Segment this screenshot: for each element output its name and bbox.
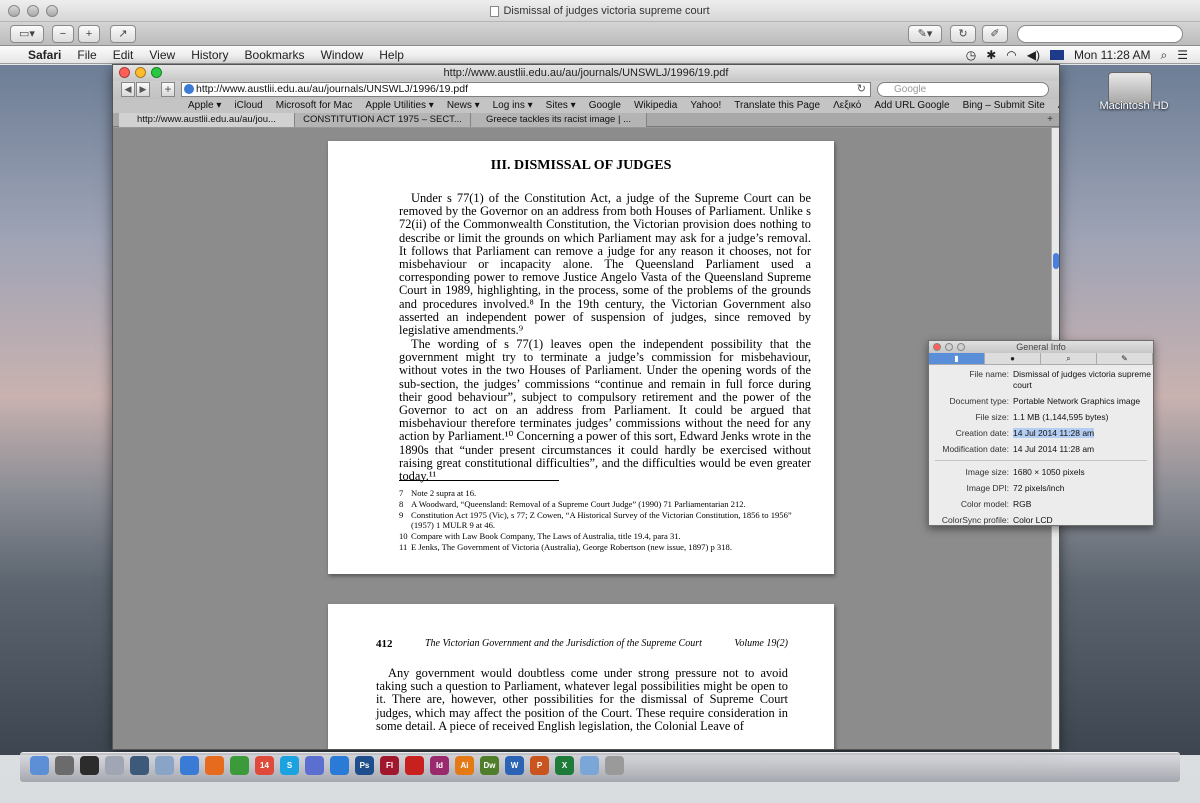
bookmark-item[interactable]: Yahoo! (690, 100, 722, 111)
bookmark-item[interactable]: iCloud (234, 100, 263, 111)
chrome-icon[interactable] (230, 756, 249, 775)
info-separator (935, 460, 1147, 461)
flag-icon[interactable] (1050, 50, 1064, 60)
footnote-text: E Jenks, The Government of Victoria (Australia), George Robertson (new issue, 1897) p 318. (411, 541, 732, 552)
hard-drive-label[interactable]: Macintosh HD (1099, 100, 1169, 112)
info-rows (929, 369, 1153, 531)
menu-edit[interactable]: Edit (112, 48, 134, 62)
rotate-button[interactable]: ↻ (950, 25, 976, 43)
firefox-icon[interactable] (205, 756, 224, 775)
menu-window[interactable]: Window (320, 48, 364, 62)
bookmark-item[interactable]: Log ins ▾ (492, 100, 533, 111)
info-row (929, 515, 1153, 526)
info-value: Portable Network Graphics image (1013, 396, 1141, 406)
info-row (929, 412, 1153, 423)
preview-title-bar (0, 0, 1200, 22)
app-store-icon[interactable] (330, 756, 349, 775)
bookmark-item[interactable]: Wikipedia (633, 100, 678, 111)
pdf-viewer[interactable] (113, 128, 1053, 750)
address-text[interactable]: http://www.austlii.edu.au/au/journals/UNSWLJ/1996/19.pdf (196, 83, 468, 95)
footnotes (399, 488, 811, 553)
bookmark-item[interactable]: Λεξικό (833, 100, 862, 111)
address-toolbar (113, 81, 1059, 99)
photoshop-icon[interactable]: Ps (355, 756, 374, 775)
tab-austlii[interactable]: http://www.austlii.edu.au/au/jou... (119, 113, 295, 127)
footnote-text: A Woodward, “Queensland: Removal of a Supreme Court Judge” (1990) 71 Parliamentarian 212. (411, 498, 746, 509)
info-key: Modification date: (942, 444, 1009, 454)
photo-icon[interactable] (55, 756, 74, 775)
bookmark-item[interactable]: Google (588, 100, 621, 111)
notification-icon[interactable]: ☰ (1177, 48, 1188, 62)
footnote-number: 10 (399, 531, 408, 542)
footnote-number: 9 (399, 509, 404, 520)
info-value: 1680 × 1050 pixels (1013, 467, 1085, 477)
section-heading: III. DISMISSAL OF JUDGES (490, 158, 672, 173)
preview-window-controls[interactable] (8, 5, 58, 17)
zoom-button[interactable] (46, 5, 58, 17)
document-icon (490, 6, 499, 17)
bluetooth-icon[interactable]: ✱ (986, 48, 997, 62)
wifi-icon[interactable]: ◠ (1006, 48, 1017, 62)
zoom-button[interactable] (151, 67, 162, 78)
footnote-text: Constitution Act 1975 (Vic), s 77; Z Cowen, “A Historical Survey of the Victorian Constitution, 1856 to 1956” (1957) 1 MULR 9 at 46. (411, 509, 792, 531)
edit-button[interactable]: ✐ (982, 25, 1008, 43)
safari-window-controls[interactable] (119, 67, 162, 78)
info-row (929, 396, 1153, 407)
google-search-input[interactable]: Google (877, 82, 1049, 97)
info-value-selected[interactable]: 14 Jul 2014 11:28 am (1013, 428, 1095, 438)
preview-window-title: Dismissal of judges victoria supreme court (503, 5, 710, 17)
paragraph: The wording of s 77(1) leaves open the independent possibility that the government might try to terminate a judge’s commission for misbehaviour, without votes in the two Houses of Parliament. Under the opening words of the sub-section, the judges’ commissions “continue and remain in full force during their good behaviour”, subject to compulsory retirement and the power of the Governor to act on an address from Parliament. It could be argued that misbehaviour therefore terminates judges’ commissions without the need for any action by Parliament.¹⁰ Concerning a power of this sort, Edward Jenks wrote in the 1890s that “under present circumstances it could hardly be exercised without raising great constitutional difficulties”, and the difficulties would be even greater today.¹¹ (399, 337, 811, 484)
running-title: The Victorian Government and the Jurisdiction of the Supreme Court (424, 638, 702, 649)
reload-icon[interactable]: ↻ (856, 83, 866, 95)
footnote (399, 510, 811, 532)
info-key: File size: (975, 412, 1009, 422)
forward-button[interactable]: ▶ (136, 82, 150, 97)
bookmark-item[interactable]: News ▾ (446, 100, 480, 111)
tab-bar (113, 113, 1059, 127)
info-value: 72 pixels/inch (1013, 483, 1065, 493)
back-button[interactable]: ◀ (121, 82, 135, 97)
bookmark-item[interactable]: Apple Utilities ▾ (365, 100, 434, 111)
info-key: Color model: (960, 499, 1009, 509)
footnote-number: 11 (399, 541, 408, 552)
menu-extras (966, 46, 1188, 64)
zoom-out-button[interactable]: − (52, 25, 74, 43)
clock-text[interactable]: Mon 11:28 AM (1074, 48, 1151, 62)
bookmark-item[interactable]: Sites ▾ (545, 100, 576, 111)
info-value: 1.1 MB (1,144,595 bytes) (1013, 412, 1109, 422)
bookmarks-bar (113, 99, 1059, 113)
info-value: RGB (1013, 499, 1032, 509)
itunes-icon[interactable] (305, 756, 324, 775)
footnote (399, 542, 811, 553)
menu-history[interactable]: History (191, 48, 229, 62)
dashboard-icon[interactable] (80, 756, 99, 775)
menu-help[interactable]: Help (379, 48, 404, 62)
zoom-button[interactable] (957, 343, 965, 351)
footnote-number: 7 (399, 488, 404, 498)
footnote-number: 8 (399, 498, 404, 509)
dreamweaver-icon[interactable]: Dw (480, 756, 499, 775)
dock (20, 752, 1180, 782)
volume-icon[interactable]: ◀) (1026, 48, 1040, 62)
trash-icon[interactable] (605, 756, 624, 775)
tab-constitution-act[interactable]: CONSTITUTION ACT 1975 – SECT... (295, 113, 471, 127)
footnote (399, 499, 811, 510)
info-row (929, 483, 1153, 494)
info-key: Creation date: (955, 428, 1009, 438)
info-tabs (929, 353, 1153, 365)
close-button[interactable] (8, 5, 20, 17)
footnote (399, 488, 811, 499)
folder-icon[interactable] (580, 756, 599, 775)
safari-window (112, 64, 1060, 750)
volume-label: Volume 19(2) (734, 638, 788, 649)
bookmark-item[interactable]: Apple ▾ (188, 100, 222, 111)
spotlight-icon[interactable]: ⌕ (1160, 48, 1168, 62)
dock-icons (30, 756, 624, 775)
paragraph: Under s 77(1) of the Constitution Act, a judge of the Supreme Court can be removed by the Governor on an address from both Houses of Parliament. Unlike s 72(ii) of the Commonwealth Constitution, the Victorian provision does nothing to describe or limit the grounds on which Parliament may ask for a judge’s removal. It follows that Parliament can remove a judge for any reason it chooses, not for misbehaviour or incapacity alone. The Queensland Parliament used a corresponding power to remove Justice Angelo Vasta of the Queensland Supreme Court in 1989, highlighting, in the process, some of the problems of the grounds and procedures involved.⁸ In the 19th century, the Victorian Government also asserted an independent power of suspension of judges, since removed by legislative amendments.⁹ (399, 191, 811, 338)
running-header (376, 638, 788, 650)
footnote-text: Compare with Law Book Company, The Laws of Australia, title 19.4, para 31. (411, 531, 681, 542)
globe-icon (184, 84, 194, 94)
footnote (399, 531, 811, 542)
general-info-panel (928, 340, 1154, 526)
page-number: 412 (376, 638, 393, 650)
info-row (929, 499, 1153, 510)
menu-bookmarks[interactable]: Bookmarks (244, 48, 305, 62)
info-row (929, 428, 1153, 439)
more-info-tab-icon[interactable]: ● (985, 353, 1041, 364)
info-key: ColorSync profile: (941, 515, 1009, 525)
menu-view[interactable]: View (149, 48, 176, 62)
finder-icon[interactable] (30, 756, 49, 775)
annotate-button[interactable]: ✎▾ (908, 25, 942, 43)
info-row (929, 444, 1153, 455)
indesign-icon[interactable]: Id (430, 756, 449, 775)
address-bar[interactable] (181, 82, 871, 97)
bookmark-item[interactable] (1058, 99, 1059, 113)
menu-safari[interactable]: Safari (28, 48, 62, 62)
share-button[interactable]: ↗ (110, 25, 136, 43)
new-tab-button[interactable]: + (1047, 114, 1053, 125)
info-key: Image size: (965, 467, 1009, 477)
annotations-tab-icon[interactable]: ✎ (1097, 353, 1153, 364)
mail-icon[interactable] (155, 756, 174, 775)
time-machine-icon[interactable] (130, 756, 149, 775)
close-button[interactable] (119, 67, 130, 78)
info-key: Image DPI: (966, 483, 1009, 493)
info-key: File name: (969, 369, 1009, 379)
minimize-button[interactable] (135, 67, 146, 78)
info-row (929, 369, 1153, 391)
pdf-page (328, 141, 834, 574)
footnote-divider (399, 480, 559, 481)
footnote-text: Note 2 supra at 16. (411, 488, 477, 498)
menu-file[interactable]: File (77, 48, 97, 62)
add-bookmark-button[interactable]: + (161, 82, 175, 97)
info-value: 14 Jul 2014 11:28 am (1013, 444, 1095, 454)
menu-items (28, 46, 404, 64)
word-icon[interactable]: W (505, 756, 524, 775)
preview-icon[interactable] (105, 756, 124, 775)
general-tab-icon[interactable]: ▮ (929, 353, 985, 364)
safari-icon[interactable] (180, 756, 199, 775)
acrobat-icon[interactable] (405, 756, 424, 775)
calendar-icon[interactable]: 14 (255, 756, 274, 775)
info-panel-title: General Info (929, 341, 1153, 353)
safari-title-bar (113, 65, 1059, 81)
minimize-button[interactable] (945, 343, 953, 351)
menu-bar (0, 46, 1200, 64)
info-key: Document type: (949, 396, 1009, 406)
bookmark-item[interactable]: Add URL Google (874, 100, 950, 111)
tab-greece[interactable]: Greece tackles its racist image | ... (471, 113, 647, 127)
scrollbar-thumb[interactable] (1053, 253, 1059, 269)
powerpoint-icon[interactable]: P (530, 756, 549, 775)
inspect-tab-icon[interactable]: ⌕ (1041, 353, 1097, 364)
sidebar-toggle-button[interactable]: ▭▾ (10, 25, 44, 43)
pdf-page (328, 604, 834, 750)
flash-icon[interactable]: Fl (380, 756, 399, 775)
bookmark-item[interactable]: Translate this Page (734, 100, 821, 111)
preview-toolbar (0, 22, 1200, 46)
skype-icon[interactable]: S (280, 756, 299, 775)
info-value: Color LCD (1013, 515, 1053, 525)
time-machine-icon[interactable]: ◷ (965, 48, 977, 62)
bookmark-item[interactable]: Bing – Submit Site (962, 100, 1045, 111)
preview-search-input[interactable] (1017, 25, 1183, 43)
illustrator-icon[interactable]: Ai (455, 756, 474, 775)
info-value: Dismissal of judges victoria supreme court (1013, 369, 1151, 390)
paragraph: Any government would doubtless come under strong pressure not to avoid taking such a question to Parliament, whatever legal possibilities might be open to it. There are, however, other possibilities for the dismissal of Supreme Court judges, which may affect the position of the Court. These require consideration in some detail. A piece of received English legislation, the Colonial Leave of (376, 666, 788, 733)
zoom-in-button[interactable]: + (78, 25, 100, 43)
info-window-controls[interactable] (933, 343, 965, 351)
info-row (929, 467, 1153, 478)
minimize-button[interactable] (27, 5, 39, 17)
close-button[interactable] (933, 343, 941, 351)
bookmark-item[interactable]: Microsoft for Mac (275, 100, 353, 111)
excel-icon[interactable]: X (555, 756, 574, 775)
safari-window-title: http://www.austlii.edu.au/au/journals/UNSWLJ/1996/19.pdf (443, 67, 729, 79)
